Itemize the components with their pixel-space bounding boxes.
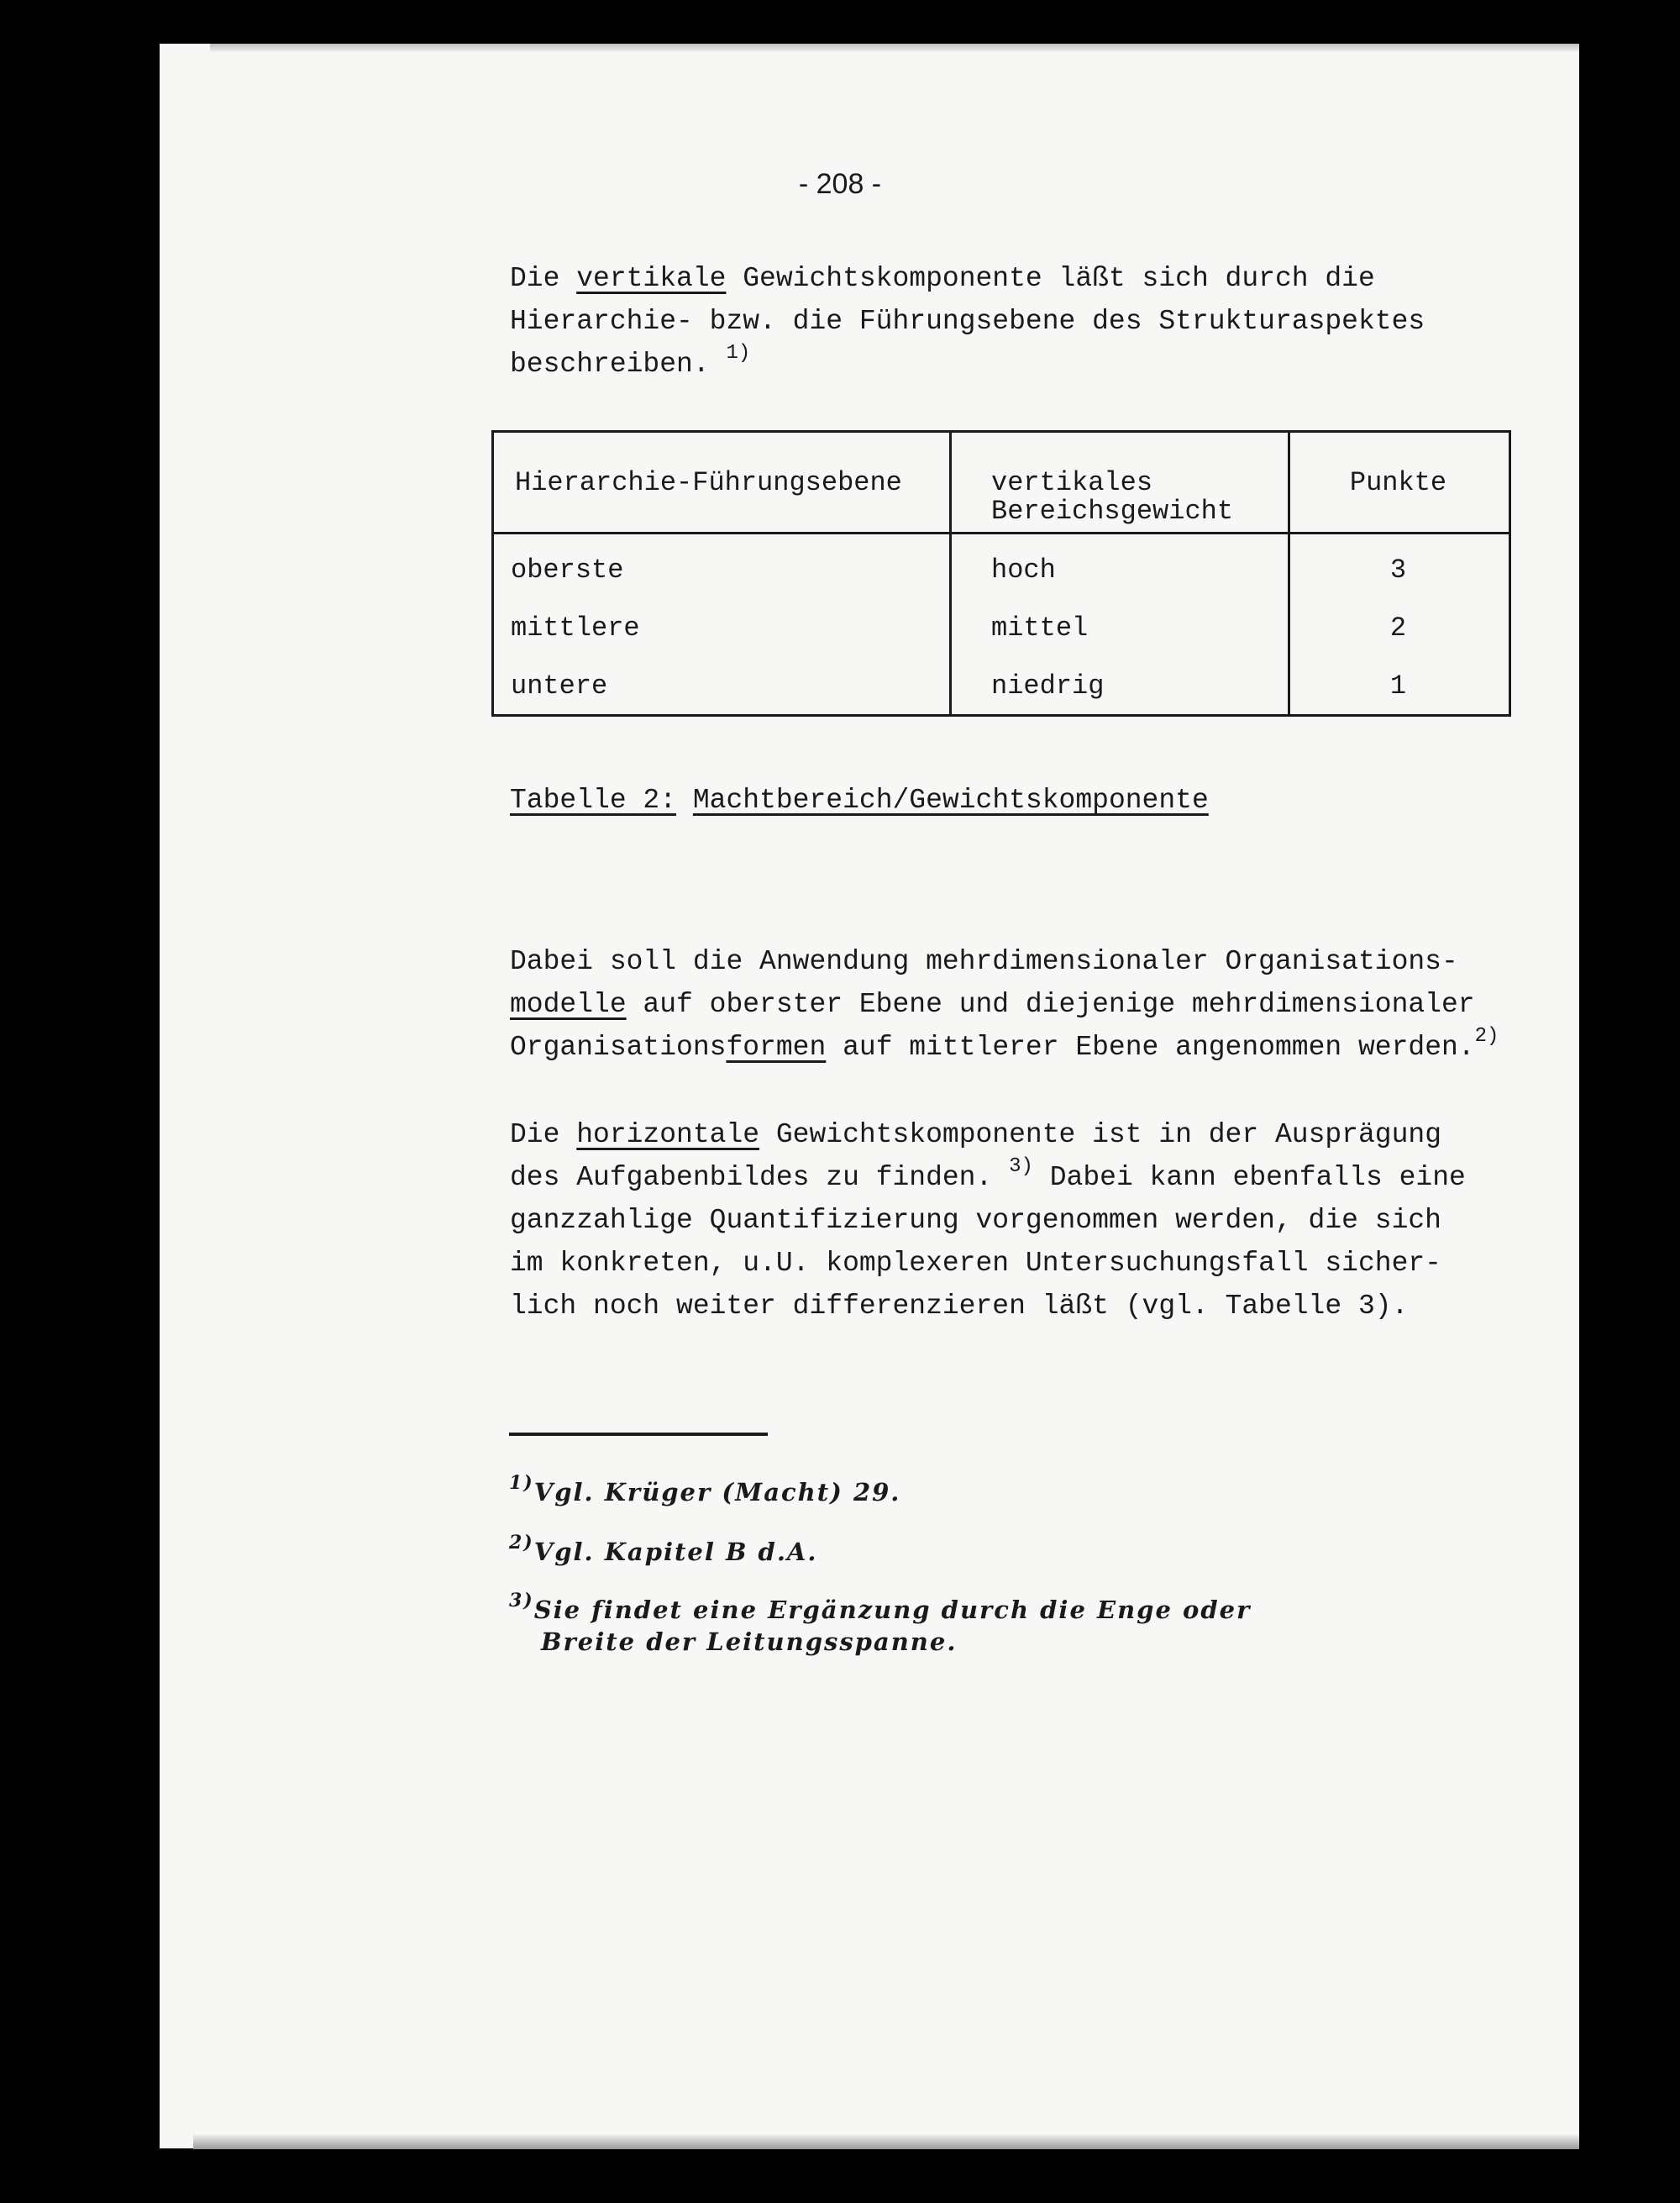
footnote-1: $^{1)}$Vgl. Krüger (Macht) 29. [509, 1472, 901, 1506]
column-divider [949, 433, 952, 714]
table-header: Hierarchie-Führungsebene [515, 467, 902, 498]
weight-table [491, 430, 1511, 717]
table-cell: oberste [511, 555, 624, 586]
footnote-ref: 3) [1009, 1155, 1033, 1178]
para2-line1: Dabei soll die Anwendung mehrdimensionaler Organisations- [510, 946, 1458, 977]
page-number: - 208 - [798, 168, 882, 200]
table-cell: mittlere [511, 613, 640, 644]
footnote-ref: 2) [1474, 1025, 1499, 1048]
para3-line1: Die horizontale Gewichtskomponente ist in der Ausprägung [510, 1119, 1441, 1150]
para2-line3: Organisationsformen auf mittlerer Ebene angenommen werden.$^{2)}$ [510, 1025, 1499, 1063]
table-cell: 3 [1389, 555, 1407, 586]
para3-line3: ganzzahlige Quantifizierung vorgenommen werden, die sich [510, 1205, 1441, 1236]
table-cell: mittel [991, 613, 1089, 644]
footnote-ref: 1) [726, 342, 751, 365]
para3-line4: im konkreten, u.U. komplexeren Untersuchungsfall sicher- [510, 1248, 1441, 1279]
header-divider [494, 532, 1509, 534]
footnote-2: $^{2)}$Vgl. Kapitel B d.A. [509, 1532, 818, 1566]
footnote-3-continuation: Breite der Leitungsspanne. [541, 1627, 958, 1656]
footnote-separator [509, 1433, 768, 1436]
para1-line2: Hierarchie- bzw. die Führungsebene des Strukturaspektes [510, 306, 1425, 337]
underlined-word: vertikale [576, 263, 727, 294]
para1-line3: beschreiben. $^{1)}$ [510, 342, 751, 380]
table-caption: Tabelle 2: Machtbereich/Gewichtskomponente [510, 785, 1209, 816]
underlined-word: horizontale [576, 1119, 760, 1150]
para2-line2: modelle auf oberster Ebene und diejenige mehrdimensionaler [510, 989, 1475, 1020]
table-cell: 2 [1389, 613, 1407, 644]
underlined-word: modelle [510, 989, 627, 1020]
table-cell: hoch [991, 555, 1056, 586]
page-bottom-edge [193, 2134, 1579, 2149]
page-scan [160, 44, 1579, 2148]
para1-line1: Die vertikale Gewichtskomponente läßt sich durch die [510, 263, 1375, 294]
table-header: vertikales Bereichsgewicht [991, 467, 1234, 527]
table-cell: 1 [1389, 670, 1407, 702]
table-cell: niedrig [991, 670, 1105, 702]
para3-line5: lich noch weiter differenzieren läßt (vgl. Tabelle 3). [510, 1291, 1409, 1322]
table-cell: untere [511, 670, 608, 702]
para3-line2: des Aufgabenbildes zu finden. $^{3)}$ Dabei kann ebenfalls eine [510, 1155, 1466, 1193]
page-top-edge [210, 44, 1579, 52]
underlined-word: formen [726, 1032, 827, 1063]
table-header: Punkte [1349, 467, 1447, 498]
footnote-3: $^{3)}$Sie findet eine Ergänzung durch die Enge oder [509, 1590, 1252, 1624]
